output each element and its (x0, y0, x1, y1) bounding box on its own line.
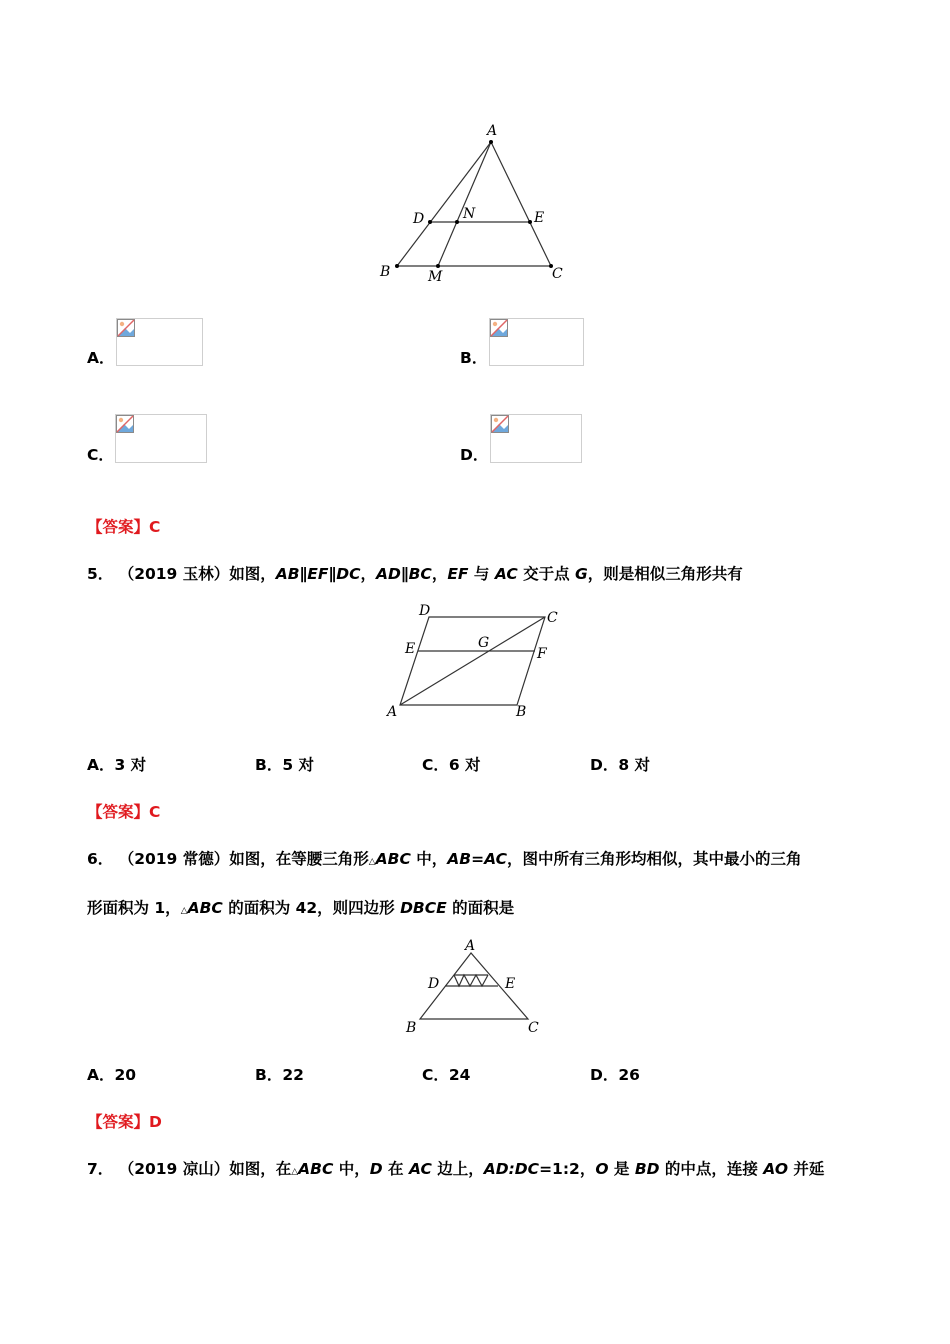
label-b: B (516, 704, 527, 720)
label-a: A (487, 123, 498, 139)
label-m: M (428, 269, 443, 285)
label-g: G (478, 635, 490, 651)
broken-image-icon (489, 318, 509, 338)
label-b: B (406, 1020, 417, 1036)
q5-option-c: C．6 对 (422, 756, 481, 774)
label-e: E (505, 976, 516, 992)
q6-option-c: C．24 (422, 1066, 471, 1084)
label-d: D (419, 603, 431, 619)
option-b-label: B． (460, 349, 488, 367)
label-a: A (465, 938, 476, 954)
label-f: F (537, 646, 547, 662)
q5-option-b: B．5 对 (255, 756, 314, 774)
q6-option-a: A．20 (87, 1066, 137, 1084)
option-c-label: C． (87, 446, 114, 464)
q5-option-d: D．8 对 (590, 756, 651, 774)
broken-image-icon (115, 414, 135, 434)
q6-option-d: D．26 (590, 1066, 640, 1084)
label-e: E (534, 210, 545, 226)
broken-image-icon (116, 318, 136, 338)
label-c: C (528, 1020, 539, 1036)
option-d-label: D． (460, 446, 489, 464)
q5-option-a: A．3 对 (87, 756, 147, 774)
q5-answer: 【答案】C (87, 803, 161, 821)
label-c: C (547, 610, 558, 626)
label-n: N (463, 206, 476, 222)
q4-answer: 【答案】C (87, 518, 161, 536)
option-d-image (490, 414, 582, 463)
broken-image-icon (490, 414, 510, 434)
option-b-image (489, 318, 584, 366)
label-e: E (405, 641, 416, 657)
label-b: B (380, 264, 391, 280)
q6-text-line2: 形面积为 1，△ABC 的面积为 42，则四边形 DBCE 的面积是 (87, 899, 515, 917)
option-a-label: A． (87, 349, 115, 367)
option-a-image (116, 318, 203, 366)
figure-triangle-dnme (370, 118, 580, 288)
q7-text: 7． （2019 凉山）如图，在△ABC 中，D 在 AC 边上，AD:DC=1:2，O 是 BD 的中点，连接 AO 并延 (87, 1160, 825, 1178)
label-c: C (552, 266, 563, 282)
option-c-image (115, 414, 207, 463)
q6-text-line1: 6． （2019 常德）如图，在等腰三角形△ABC 中，AB=AC，图中所有三角形均相似，其中最小的三角 (87, 850, 802, 868)
figure-parallelogram (380, 598, 570, 724)
q6-answer: 【答案】D (87, 1113, 162, 1131)
q6-option-b: B．22 (255, 1066, 304, 1084)
label-d: D (428, 976, 440, 992)
figure-isosceles-triangles (400, 935, 550, 1039)
label-a: A (387, 704, 398, 720)
q5-text: 5． （2019 玉林）如图，AB∥EF∥DC，AD∥BC，EF 与 AC 交于点 G，则是相似三角形共有 (87, 565, 743, 583)
label-d: D (413, 211, 425, 227)
